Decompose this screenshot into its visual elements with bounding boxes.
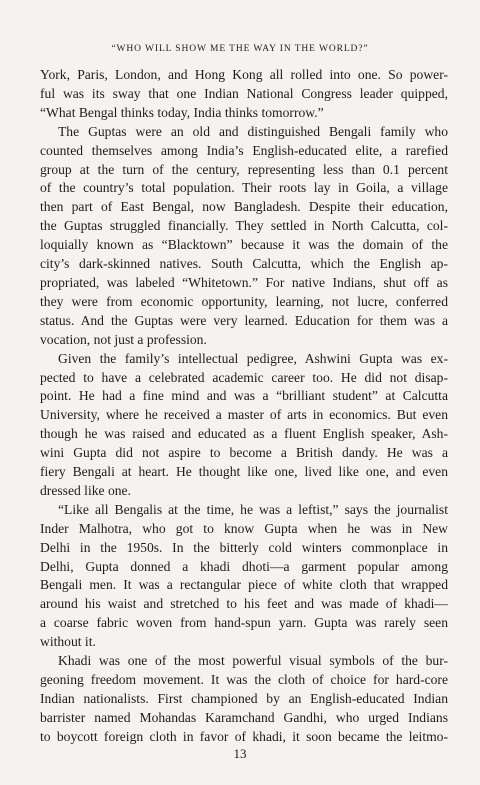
text-line: point. He had a fine mind and was a “brilliant student” at Calcutta — [40, 388, 448, 404]
text-line: loquially known as “Blacktown” because it was the domain of the — [40, 237, 448, 253]
text-line: barrister named Mohandas Karamchand Gandhi, who urged Indians — [40, 709, 448, 725]
text-line: propriated, was labeled “Whitetown.” For native Indians, shut off as — [40, 274, 448, 290]
paragraph-first-line: Given the family’s intellectual pedigree, Ashwini Gupta was ex- — [58, 350, 448, 366]
paragraph-first-line: The Guptas were an old and distinguished Bengali family who — [58, 123, 448, 139]
text-line: they were from economic opportunity, learning, not lucre, conferred — [40, 293, 448, 309]
text-line: Delhi in the 1950s. In the bitterly cold winters commonplace in — [40, 539, 448, 555]
running-head: “WHO WILL SHOW ME THE WAY IN THE WORLD?” — [111, 44, 369, 54]
text-line: the Guptas struggled financially. They settled in North Calcutta, col- — [40, 218, 448, 234]
text-line: Delhi, Gupta donned a khadi dhoti—a garment popular among — [40, 558, 448, 574]
text-line: University, where he received a master of arts in economics. But even — [40, 407, 448, 423]
body-text — [40, 66, 448, 747]
paragraph-first-line: “Like all Bengalis at the time, he was a leftist,” says the journalist — [58, 501, 448, 517]
page-number: 13 — [233, 746, 247, 761]
text-line: then part of East Bengal, now Bangladesh. Despite their education, — [40, 199, 448, 215]
text-line: counted themselves among India’s English-educated elite, a rarefied — [40, 142, 448, 158]
text-line: ful was its sway that one Indian National Congress leader quipped, — [40, 85, 448, 101]
text-line: Bengali men. It was a rectangular piece of white cloth that wrapped — [40, 577, 448, 593]
text-line: wini Gupta did not aspire to become a British dandy. He was a — [40, 445, 448, 461]
text-line: city’s dark-skinned natives. South Calcutta, which the English ap- — [40, 256, 448, 272]
text-line: a coarse fabric woven from hand-spun yarn. Gupta was rarely seen — [40, 615, 448, 631]
text-line: status. And the Guptas were very learned. Education for them was a — [40, 312, 448, 328]
text-line: around his waist and stretched to his feet and was made of khadi— — [40, 596, 448, 612]
text-line: geoning freedom movement. It was the cloth of choice for hard-core — [40, 672, 448, 687]
text-line: Inder Malhotra, who got to know Gupta when he was in New — [40, 520, 448, 536]
text-line: fiery Bengali at heart. He thought like one, lived like one, and even — [40, 464, 448, 480]
text-line: Indian nationalists. First championed by an English-educated Indian — [40, 690, 448, 706]
text-line: vocation, not just a profession. — [40, 331, 207, 347]
paragraph-first-line: Khadi was one of the most powerful visual symbols of the bur- — [58, 653, 448, 669]
text-line: group at the turn of the century, representing less than 0.1 percent — [40, 161, 448, 177]
text-line: pected to have a celebrated academic career too. He did not disap- — [40, 369, 448, 385]
text-line: though he was raised and educated as a fluent English speaker, Ash- — [40, 426, 448, 442]
text-line: without it. — [40, 634, 96, 650]
text-line: to boycott foreign cloth in favor of khadi, it soon became the leitmo- — [40, 728, 448, 744]
text-line: “What Bengal thinks today, India thinks tomorrow.” — [40, 104, 324, 120]
text-line: York, Paris, London, and Hong Kong all rolled into one. So power- — [40, 67, 448, 82]
text-line: dressed like one. — [40, 482, 131, 498]
text-line: of the country’s total population. Their roots lay in Goila, a village — [40, 180, 448, 196]
